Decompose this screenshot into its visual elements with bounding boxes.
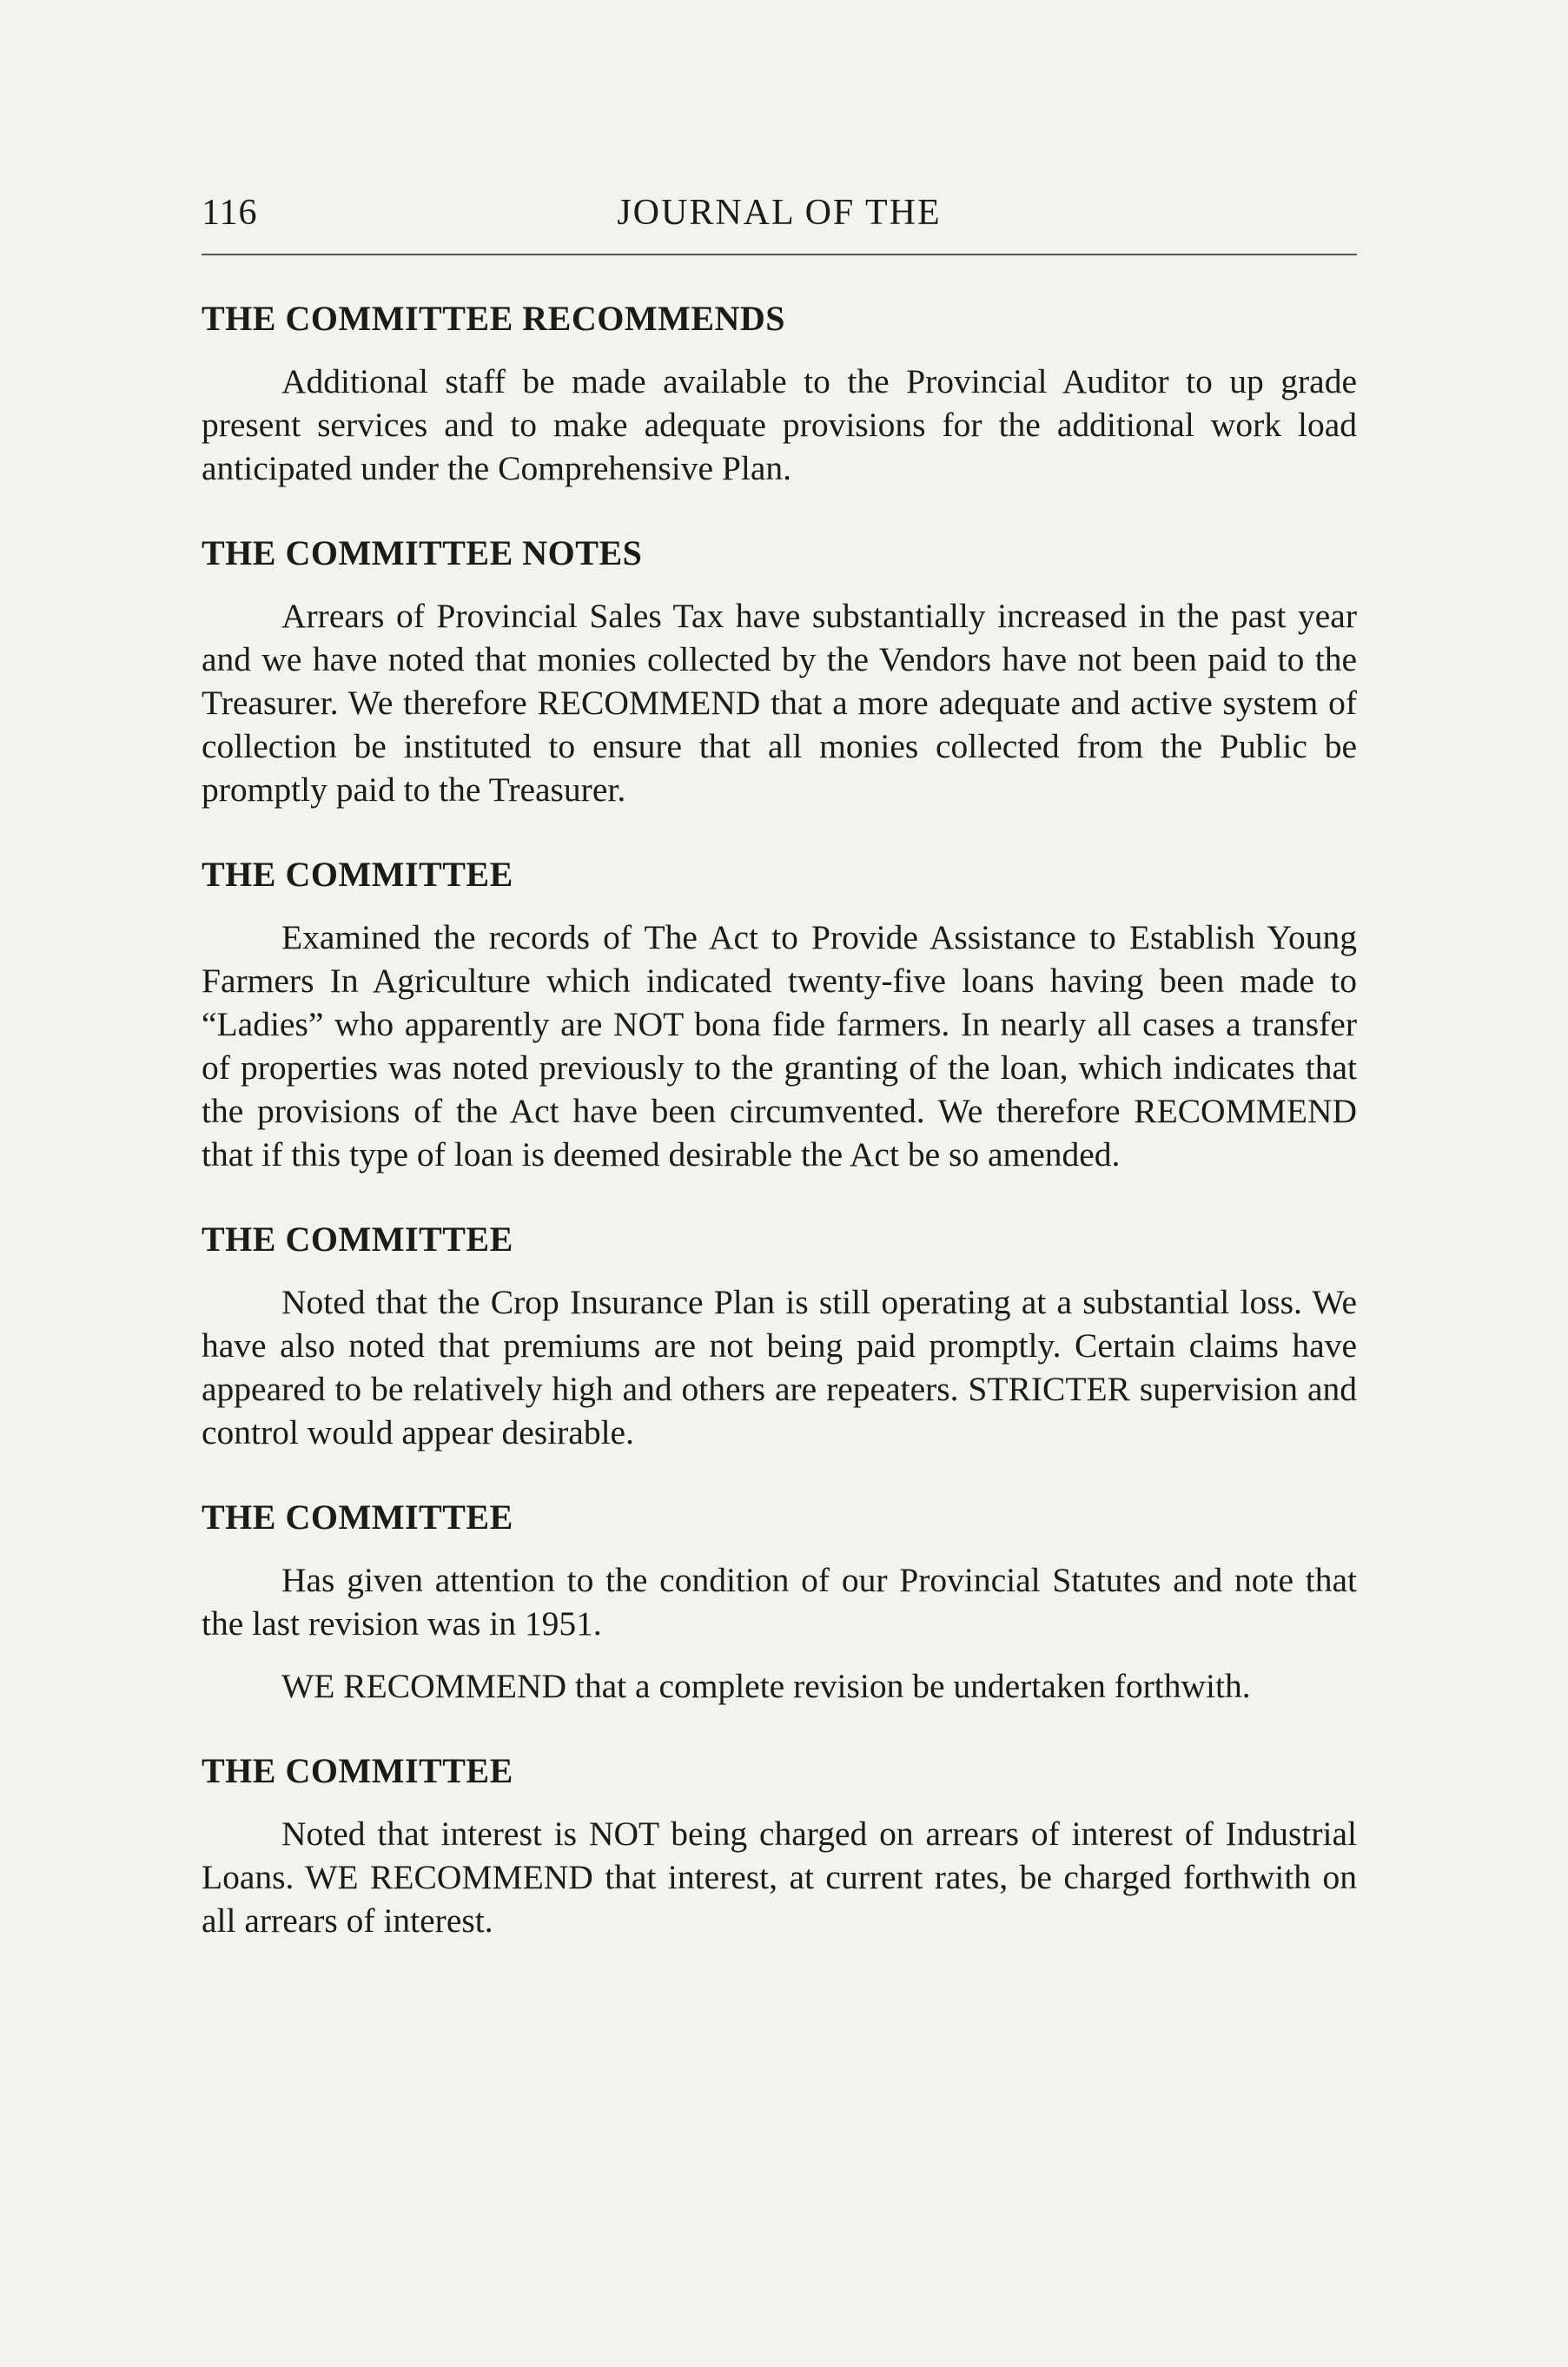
section-heading: THE COMMITTEE bbox=[202, 1498, 513, 1537]
page-number: 116 bbox=[202, 193, 258, 233]
section-notes-sales-tax bbox=[202, 532, 1357, 811]
section-heading: THE COMMITTEE bbox=[202, 1751, 513, 1790]
section-heading: THE COMMITTEE bbox=[202, 1220, 513, 1259]
section-paragraph: Additional staff be made available to the Provincial Auditor to up grade present services and to make adequate provisions for the additional work load anticipated under the Comprehensive Plan. bbox=[202, 362, 1357, 487]
header-rule bbox=[202, 254, 1357, 255]
section-paragraph: WE RECOMMEND that a complete revision be undertaken forthwith. bbox=[281, 1667, 1251, 1705]
section-paragraph: Noted that interest is NOT being charged on arrears of interest of Industrial Loans. WE RECOMMEND that interest, at current rates, be charged forthwith on all arrears of interest. bbox=[202, 1815, 1357, 1940]
journal-page bbox=[202, 191, 1357, 1984]
sections bbox=[202, 297, 1357, 1942]
section-recommends-auditor-staff bbox=[202, 297, 1357, 490]
section-crop-insurance bbox=[202, 1218, 1357, 1454]
running-head bbox=[202, 191, 1357, 235]
section-paragraph: Arrears of Provincial Sales Tax have substantially increased in the past year and we have noted that monies collected by the Vendors have not been paid to the Treasurer. We therefore RECOMMEND that a more adequate and active system of collection be instituted to ensure that all monies collected from the Public be promptly paid to the Treasurer. bbox=[202, 597, 1357, 809]
section-young-farmers-loans bbox=[202, 853, 1357, 1176]
section-paragraph: Has given attention to the condition of our Provincial Statutes and note that the last revision was in 1951. bbox=[202, 1561, 1357, 1643]
section-provincial-statutes bbox=[202, 1496, 1357, 1708]
section-heading: THE COMMITTEE NOTES bbox=[202, 533, 643, 572]
section-heading: THE COMMITTEE RECOMMENDS bbox=[202, 299, 786, 338]
journal-title: JOURNAL OF THE bbox=[617, 193, 942, 233]
section-heading: THE COMMITTEE bbox=[202, 855, 513, 894]
section-industrial-loans-interest bbox=[202, 1749, 1357, 1942]
section-paragraph: Noted that the Crop Insurance Plan is still operating at a substantial loss. We have also noted that premiums are not being paid promptly. Certain claims have appeared to be relatively high and others are repeaters. STRICTER supervision and control would appear desirable. bbox=[202, 1283, 1357, 1451]
section-paragraph: Examined the records of The Act to Provide Assistance to Establish Young Farmers In Agriculture which indicated twenty-five loans having been made to “Ladies” who apparently are NOT bona fide farmers. In nearly all cases a transfer of properties was noted previously to the granting of the loan, which indicates that the provisions of the Act have been circumvented. We therefore RECOMMEND that if this type of loan is deemed desirable the Act be so amended. bbox=[202, 918, 1357, 1174]
